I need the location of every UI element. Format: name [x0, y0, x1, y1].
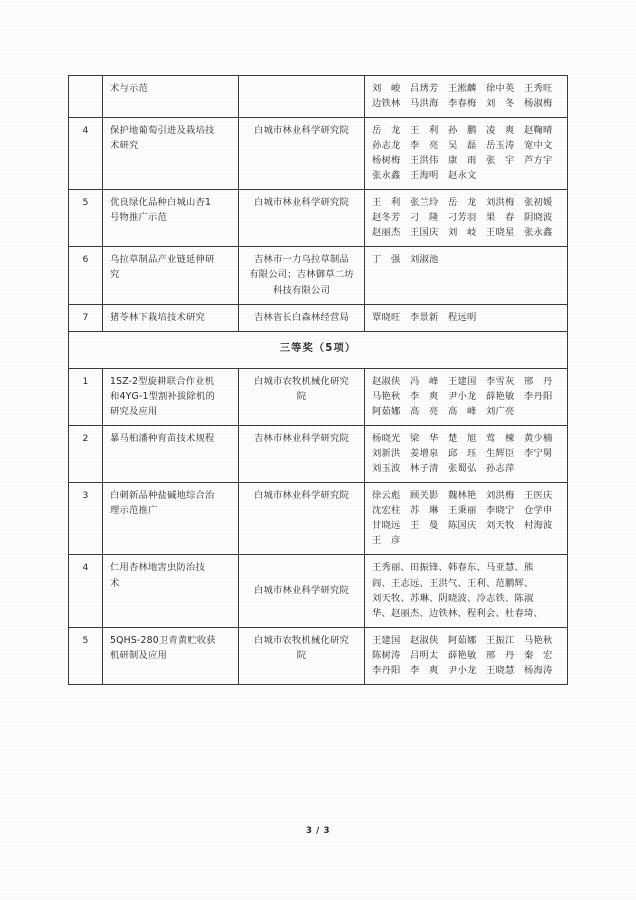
cell-organization	[239, 627, 365, 684]
people-line: 刘新洪 姜增泉 邱 珏 生辉臣 李宁舅	[372, 448, 553, 460]
cell-serial-number: 7	[69, 304, 103, 332]
people-line: 王建国 赵淑侠 阿茹娜 王振江 马艳秋	[372, 634, 553, 646]
people-line: 边铁林 马洪海 李春梅 刘 冬 杨淑梅	[372, 98, 553, 110]
cell-organization	[239, 247, 365, 304]
cell-organization	[239, 426, 365, 483]
cell-serial-number: 4	[69, 118, 103, 190]
people-line: 丁 强 刘淑池	[372, 254, 439, 266]
cell-serial-number: 1	[69, 368, 103, 425]
project-name-line: 优良绿化品种白城山杏1	[110, 197, 212, 209]
cell-organization	[239, 304, 365, 332]
cell-organization	[239, 76, 365, 118]
people-line: 甘晓远 王 曼 陈国庆 刘天牧 村海波	[372, 520, 553, 532]
organization-line: 白城市农牧机械化研究	[254, 634, 349, 646]
cell-people	[365, 426, 568, 483]
project-name-line: 仁用杏林地害虫防治技	[110, 562, 205, 574]
cell-project-name	[103, 118, 239, 190]
cell-project-name	[103, 555, 239, 627]
people-line: 张永鑫 王海明 赵永文	[372, 170, 477, 182]
cell-project-name	[103, 426, 239, 483]
cell-people	[365, 368, 568, 425]
cell-project-name	[103, 483, 239, 555]
people-line: 孙志龙 李 亮 吴 磊 岳玉涛 宽中文	[372, 140, 553, 152]
organization-line: 科技有限公司	[273, 284, 330, 296]
table-body	[69, 76, 568, 685]
people-line: 岳 龙 王 利 孙 鹏 凌 爽 赵鞠晴	[372, 125, 553, 137]
project-name-line: 乌拉草制品产业链延伸研	[110, 254, 215, 266]
table-row	[69, 76, 568, 118]
people-line: 赵冬芳 刁 隆 刁芳羽 果 春 阴晓波	[372, 212, 553, 224]
cell-people	[365, 627, 568, 684]
people-line: 刘 峻 吕琇芳 王淞麟 徐中英 王秀旺	[372, 83, 553, 94]
cell-people	[365, 247, 568, 304]
organization-line: 吉林市林业科学研究院	[254, 433, 349, 445]
cell-serial-number	[69, 76, 103, 118]
organization-line: 白城市林业科学研究院	[254, 490, 349, 502]
project-name-line: 和4YG-1型割补拔除机的	[110, 391, 216, 403]
table-row	[69, 304, 568, 332]
organization-line: 白城市林业科学研究院	[254, 125, 349, 137]
people-line: 阎、王志远、王洪气、王利、范鹏辉、	[372, 577, 534, 589]
organization-line: 院	[296, 391, 307, 403]
organization-line: 有限公司；吉林御草二坊	[249, 269, 354, 281]
cell-organization	[239, 555, 365, 627]
project-name-line: 猪苓林下栽培技术研究	[110, 311, 205, 323]
people-line: 陈树涛 吕明太 薛艳敏 邢 丹 秦 宏	[372, 649, 553, 661]
project-name-line: 白刺新品种盐碱地综合治	[110, 490, 215, 502]
cell-project-name	[103, 190, 239, 247]
section-title: 三等奖（5项）	[69, 332, 568, 369]
cell-organization	[239, 118, 365, 190]
cell-people	[365, 118, 568, 190]
project-name-line: 暴马桕潘种育苗技术规程	[110, 433, 215, 445]
people-line: 杨晓光 梁 华 楚 旭 莺 楝 黄少楠	[372, 433, 553, 445]
project-name-line: 术研究	[110, 140, 139, 152]
cell-organization	[239, 483, 365, 555]
table-row	[69, 483, 568, 555]
people-line: 阿茹娜 高 亮 高 峰 刘广亮	[372, 406, 515, 418]
cell-people	[365, 190, 568, 247]
cell-people	[365, 304, 568, 332]
organization-line: 吉林省长白森林经营局	[254, 311, 349, 323]
cell-organization	[239, 190, 365, 247]
people-line: 马艳秋 李 爽 尹小龙 薛艳敏 李丹阳	[372, 391, 553, 403]
cell-project-name	[103, 627, 239, 684]
people-line: 刘天牧、苏琳、阴晓波、冷志铁、陈淑	[372, 592, 534, 604]
table-row	[69, 118, 568, 190]
people-line: 杨树梅 王洪伟 康 雨 张 宇 芦方宇	[372, 155, 553, 167]
project-name-line: 5QHS-280卫青黄贮收获	[110, 634, 216, 646]
cell-organization	[239, 368, 365, 425]
project-name-line: 理示范推广	[110, 505, 158, 517]
cell-people	[365, 555, 568, 627]
cell-serial-number: 5	[69, 190, 103, 247]
project-name-line: 号物推广示范	[110, 212, 167, 224]
project-name-line: 究	[110, 269, 120, 281]
people-line: 赵丽杰 王国庆 刘 岐 王晓星 张永鑫	[372, 227, 553, 239]
organization-line: 白城市农牧机械化研究	[254, 375, 349, 387]
people-line: 徐云彪 顾关影 魏林艳 刘洪梅 王医庆	[372, 490, 553, 502]
cell-project-name	[103, 304, 239, 332]
cell-serial-number: 5	[69, 627, 103, 684]
people-line: 赵淑侠 冯 峰 王建国 李雪灰 邢 丹	[372, 375, 553, 387]
people-line: 刘玉波 林子清 张蜀弘 孙志萍	[372, 463, 515, 475]
cell-project-name	[103, 76, 239, 118]
people-line: 王秀丽、田振锋、韩春东、马亚慧、熊	[372, 562, 534, 574]
project-name-line: 机研制及应用	[110, 649, 167, 661]
table-row	[69, 555, 568, 627]
table-row	[69, 627, 568, 684]
project-name-line: 术与示范	[110, 83, 148, 94]
cell-serial-number: 2	[69, 426, 103, 483]
project-name-line: 保护地葡萄引进及栽培技	[110, 125, 215, 137]
table-row	[69, 426, 568, 483]
people-line: 华、赵丽杰、边铁林、程利会、杜春琦、	[372, 607, 543, 619]
award-list-table	[68, 75, 568, 685]
organization-line: 吉林市一力乌拉草制品	[254, 254, 349, 266]
project-name-line: 研究及应用	[110, 406, 158, 418]
page-number: 3 / 3	[305, 826, 331, 836]
people-line: 李丹阳 李 爽 尹小龙 王晓慧 杨海涛	[372, 664, 553, 676]
cell-people	[365, 483, 568, 555]
people-line: 王 利 张兰玲 岳 龙 刘洪梅 张初媛	[372, 197, 553, 209]
cell-project-name	[103, 247, 239, 304]
cell-serial-number: 3	[69, 483, 103, 555]
project-name-line: 术	[110, 577, 120, 589]
table-section-header-row	[69, 332, 568, 369]
people-line: 沈宏柱 苏 琳 王秉丽 李晓宁 仓学申	[372, 505, 553, 517]
people-line: 覃晓旺 李景新 程远明	[372, 311, 477, 323]
organization-line: 白城市林业科学研究院	[254, 585, 349, 597]
cell-people	[365, 76, 568, 118]
cell-serial-number: 4	[69, 555, 103, 627]
table-row	[69, 247, 568, 304]
table-row	[69, 190, 568, 247]
organization-line: 院	[296, 649, 307, 661]
cell-project-name	[103, 368, 239, 425]
cell-serial-number: 6	[69, 247, 103, 304]
project-name-line: 1SZ-2型旋耕联合作业机	[110, 375, 215, 387]
people-line: 王 彦	[372, 535, 401, 547]
organization-line: 白城市林业科学研究院	[254, 197, 349, 209]
table-row	[69, 368, 568, 425]
